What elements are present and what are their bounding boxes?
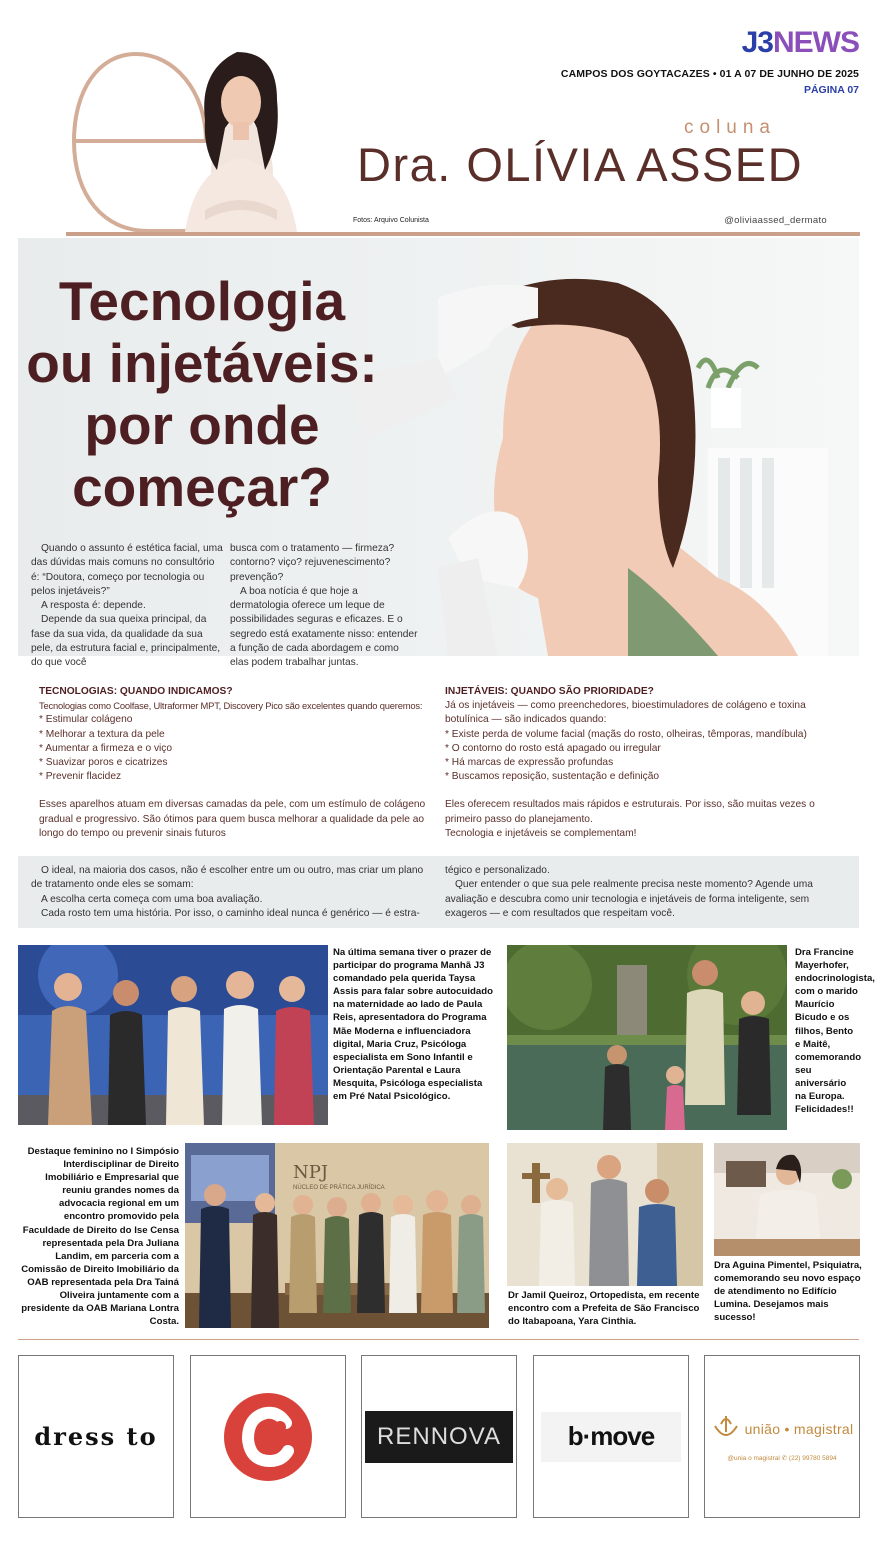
dress-to-logo: dress to	[34, 1422, 158, 1451]
list-item: * Prevenir flacidez	[39, 771, 122, 783]
list-item: * Estimular colágeno	[39, 714, 133, 726]
list-item: * Buscamos reposição, sustentação e definição	[445, 771, 660, 783]
bmove-logo: b·move	[541, 1412, 681, 1462]
technologies-lead: Tecnologias como Coolfase, Ultraformer MPT, Discovery Pico são excelentes quando queremos:	[39, 700, 423, 712]
instagram-handle: @oliviaassed_dermato	[724, 215, 827, 226]
headline-line: por onde	[84, 394, 320, 457]
paragraph: A boa notícia é que hoje a dermatologia oferece um leque de possibilidades seguras e eficazes. E o segredo está exatamente nisso: entender a função de cada abordagem e como elas podem trabalhar juntas.	[230, 585, 418, 669]
mortar-icon	[711, 1412, 741, 1446]
injectables-column	[445, 685, 843, 841]
paragraph: Depende da sua queixa principal, da fase da sua vida, da qualidade da sua pele, da estrutura facial e, principalmente, do que você	[31, 614, 221, 669]
article-headline	[18, 270, 386, 519]
headline-line: Tecnologia	[58, 270, 346, 332]
injectables-lead: Já os injetáveis — como preenchedores, bioestimuladores de colágeno e toxina botulínica — são indicados quando:	[445, 700, 806, 726]
paragraph: Quer entender o que sua pele realmente precisa neste momento? Agende uma avaliação e descubra como unir tecnologia e injetáveis de forma inteligente, sem exageros — e com resultados que respeitam você.	[445, 879, 813, 919]
headline-line: começar?	[72, 456, 332, 519]
npj-sub: NÚCLEO DE PRÁTICA JURÍDICA	[293, 1185, 385, 1191]
paragraph: tégico e personalizado.	[445, 865, 550, 876]
office-caption: Dra Aguina Pimentel, Psiquiatra, comemorando seu novo espaço de atendimento no Edifício Lumina. Desejamos mais sucesso!	[714, 1260, 862, 1324]
ad-uniao-magistral[interactable]	[704, 1355, 860, 1518]
list-item: * Aumentar a firmeza e o viço	[39, 742, 173, 754]
tv-show-photo	[18, 945, 328, 1125]
ad-c-brand[interactable]	[190, 1355, 346, 1518]
meeting-photo	[507, 1143, 703, 1286]
paragraph: A resposta é: depende.	[41, 600, 146, 612]
technologies-closing: Esses aparelhos atuam em diversas camadas da pele, com um estímulo de colágeno gradual e progressivo. São ótimos para quem busca melhorar a qualidade da pele ao longo do tempo ou prevenir sinais futuros	[39, 799, 426, 839]
headline-line: ou injetáveis:	[26, 332, 378, 395]
brand-logo: J3NEWS	[741, 26, 859, 59]
injectables-conclusion: Tecnologia e injetáveis se complementam!	[445, 827, 637, 839]
list-item: * Existe perda de volume facial (maçãs do rosto, olheiras, têmporas, mandíbula)	[445, 728, 807, 740]
family-caption: Dra Francine Mayerhofer, endocrinologista, com o marido Maurício Bicudo e os filhos, Bento e Maitê, comemorando seu aniversário na Europa. Felicidades!!	[795, 947, 875, 1116]
conclusion-column-2	[445, 864, 845, 921]
ads-divider	[18, 1339, 859, 1340]
family-europe-photo	[507, 945, 787, 1130]
tv-show-caption: Na última semana tiver o prazer de participar do programa Manhã J3 comandado pela querida Taysa Assis para falar sobre autocuidado na maternidade ao lado de Paula Reis, apresentadora do Programa Mãe Moderna e influenciadora digital, Maria Cruz, Psicóloga especialista em Sono Infantil e Orientação Parental e Laura Mesquita, Psicóloga especialista em Pré Natal Psicológico.	[333, 947, 493, 1103]
columnist-name: Dra. OLÍVIA ASSED	[357, 138, 804, 191]
office-photo	[714, 1143, 860, 1256]
paragraph: Quando o assunto é estética facial, uma das dúvidas mais comuns no consultório é: “Doutora, começo por tecnologia ou pelos injetáveis?”	[31, 543, 223, 597]
intro-column-1	[31, 542, 225, 671]
symposium-caption: Destaque feminino no I Simpósio Interdisciplinar de Direito Imobiliário e Empresarial que reuniu grandes nomes da advocacia regional em um encontro promovido pela Faculdade de Direito do Ise Censa representada pela Dra Juliana Landim, em parceria com a Comissão de Direito Imobiliário da OAB representada pela Dra Tainá Oliveira juntamente com a presidente da OAB Mariana Lontra Costa.	[21, 1146, 179, 1328]
article-conclusion	[18, 856, 859, 928]
list-item: * O contorno do rosto está apagado ou irregular	[445, 742, 661, 754]
paragraph: Cada rosto tem uma história. Por isso, o caminho ideal nunca é genérico — é estra-	[41, 907, 420, 919]
paragraph: O ideal, na maioria dos casos, não é escolher entre um ou outro, mas criar um plano de tratamento onde eles se somam:	[31, 865, 424, 891]
list-item: * Há marcas de expressão profundas	[445, 757, 614, 769]
ad-dress-to[interactable]	[18, 1355, 174, 1518]
list-item: * Melhorar a textura da pele	[39, 728, 165, 740]
technologies-title: TECNOLOGIAS: QUANDO INDICAMOS?	[39, 686, 233, 697]
meeting-caption: Dr Jamil Queiroz, Ortopedista, em recente encontro com a Prefeita de São Francisco do Itabapoana, Yara Cinthia.	[508, 1290, 700, 1328]
npj-sign: NPJ	[293, 1162, 329, 1183]
columnist-portrait	[165, 30, 317, 232]
header-divider	[66, 232, 860, 236]
paragraph: A escolha certa começa com uma boa avaliação.	[41, 893, 263, 905]
symposium-photo	[185, 1143, 489, 1328]
dateline: CAMPOS DOS GOYTACAZES • 01 A 07 DE JUNHO DE 2025	[560, 68, 859, 80]
ad-rennova[interactable]	[361, 1355, 517, 1518]
c-logo-icon	[220, 1389, 316, 1485]
photo-credit: Fotos: Arquivo Colunista	[353, 217, 429, 224]
uniao-magistral-contact: @unia o magistral ✆ (22) 99780 5894	[727, 1454, 837, 1462]
column-label: coluna	[684, 117, 776, 138]
masthead	[0, 0, 879, 240]
list-item: * Suavizar poros e cicatrizes	[39, 757, 168, 769]
technologies-column	[39, 685, 437, 841]
injectables-title: INJETÁVEIS: QUANDO SÃO PRIORIDADE?	[445, 686, 654, 697]
paragraph: busca com o tratamento — firmeza? contorno? viço? rejuvenescimento? prevenção?	[230, 543, 395, 583]
ad-bmove[interactable]	[533, 1355, 689, 1518]
conclusion-column-1	[31, 864, 431, 921]
uniao-magistral-name: união • magistral	[744, 1420, 854, 1437]
uniao-magistral-logo	[711, 1412, 854, 1462]
rennova-logo: RENNOVA	[365, 1411, 513, 1463]
page-number: PÁGINA 07	[803, 84, 859, 96]
injectables-closing: Eles oferecem resultados mais rápidos e estruturais. Por isso, são muitas vezes o primeiro passo do planejamento.	[445, 799, 815, 825]
comparison-box	[31, 675, 848, 853]
intro-column-2	[230, 542, 418, 671]
